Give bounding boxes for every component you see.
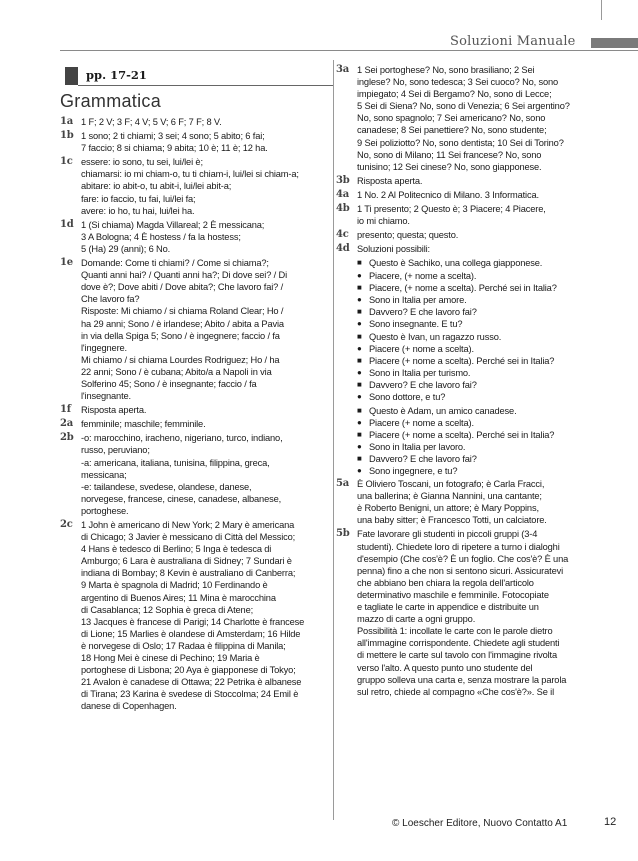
dialogue-text: Davvero? E che lavoro fai? — [369, 453, 477, 464]
right-column — [336, 64, 606, 700]
header-bar-decoration — [591, 38, 638, 48]
dialogue-line — [357, 331, 606, 343]
answer-line: femminile; maschile; femminile. — [81, 419, 206, 430]
answer-line: 21 Avalon è canadese di Ottawa; 22 Petrika è albanese — [81, 677, 302, 688]
answer-line: norvegese, francese, cinese, canadese, albanese, — [81, 493, 282, 504]
answer-line: l'insegnante. — [81, 391, 131, 402]
dialogue-text: Piacere, (+ nome a scelta). Perché sei in Italia? — [369, 282, 557, 293]
dialogue-line — [357, 367, 606, 379]
answer-line: russo, peruviano; — [81, 445, 150, 456]
square-bullet-icon: ■ — [357, 453, 362, 463]
answer-entry-3b — [336, 175, 606, 187]
answer-line: di Chicago; 3 Javier è messicano di Città del Messico; — [81, 532, 296, 543]
left-column — [60, 116, 328, 715]
answer-line: 13 Jacques è francese di Parigi; 14 Charlotte è francese — [81, 616, 305, 627]
dialogue-text: Sono dottore, e tu? — [369, 392, 446, 403]
header-rule — [60, 50, 638, 51]
footer-copyright: © Loescher Editore, Nuovo Contatto A1 — [392, 818, 568, 829]
dialogue-line — [357, 441, 606, 453]
answer-line: portoghese di Lisbona; 20 Aya è giapponese di Tokyo; — [81, 665, 296, 676]
exercise-label: 2b — [60, 432, 74, 444]
dialogue-text: Questo è Adam, un amico canadese. — [369, 405, 517, 416]
answer-line: e tagliate le carte in appendice e distribuite un — [357, 602, 539, 613]
answer-line: mazzo di carte a ogni gruppo. — [357, 614, 476, 625]
answer-line: impiegato; 4 Sei di Bergamo? No, sono di Lecce; — [357, 89, 552, 100]
dialogue-line — [357, 429, 606, 441]
exercise-label: 2a — [60, 418, 74, 430]
dialogue-line — [357, 306, 606, 318]
square-bullet-icon: ■ — [357, 356, 362, 366]
answer-line: una baby sitter; è Francesco Totti, un calciatore. — [357, 515, 547, 526]
square-bullet-icon: ■ — [357, 429, 362, 439]
dialogue-text: Davvero? E che lavoro fai? — [369, 306, 477, 317]
answer-line: Risposta aperta. — [357, 175, 423, 186]
column-divider — [333, 60, 334, 820]
answer-entry-1c — [60, 156, 328, 216]
answer-line: d'esempio (Che cos'è? È un foglio. Che cos'è? È una — [357, 553, 569, 564]
dialogue-line — [357, 453, 606, 465]
answer-entry-1f — [60, 404, 328, 416]
exercise-label: 1d — [60, 218, 74, 230]
answer-line: all'immagine corrispondente. Chiedete agli studenti — [357, 638, 560, 649]
square-bullet-icon: ■ — [357, 306, 362, 316]
answer-line: Fate lavorare gli studenti in piccoli gruppi (3-4 — [357, 529, 538, 540]
answer-line: portoghese. — [81, 505, 129, 516]
answer-entry-4d — [336, 243, 606, 255]
answer-line: 7 faccio; 8 si chiama; 9 abita; 10 è; 11 è; 12 ha. — [81, 143, 268, 154]
answer-line: gruppo solleva una carta e, senza mostrare la parola — [357, 674, 567, 685]
answer-line: No, sono di Milano; 11 Sei francese? No, sono — [357, 149, 542, 160]
square-bullet-icon: ■ — [357, 331, 362, 341]
answer-line: -o: marocchino, iracheno, nigeriano, turco, indiano, — [81, 433, 283, 444]
round-bullet-icon: ● — [357, 392, 362, 402]
answer-line: ha 29 anni; Sono / è irlandese; Abito / abita a Pavia — [81, 318, 284, 329]
section-title: Grammatica — [60, 91, 162, 111]
exercise-label: 2c — [60, 519, 73, 530]
dialogue-line — [357, 294, 606, 306]
dialogue-text: Questo è Ivan, un ragazzo russo. — [369, 331, 502, 342]
dialogue-text: Davvero? E che lavoro fai? — [369, 380, 477, 391]
round-bullet-icon: ● — [357, 270, 362, 280]
dialogue-text: Sono ingegnere, e tu? — [369, 466, 458, 476]
dialogue-text: Piacere (+ nome a scelta). Perché sei in Italia? — [369, 356, 555, 367]
answer-line: canadese; 8 Sei panettiere? No, sono studente; — [357, 125, 547, 136]
dialogue-block — [336, 331, 606, 404]
answer-entry-1d — [60, 219, 328, 255]
answer-line: Quanti anni hai? / Quanti anni ha?; Di dove sei? / Di — [81, 270, 288, 281]
dialogue-line — [357, 417, 606, 429]
exercise-label: 1f — [60, 404, 71, 416]
round-bullet-icon: ● — [357, 344, 362, 354]
exercise-label: 3a — [336, 64, 350, 75]
answer-line: Domande: Come ti chiami? / Come si chiama?; — [81, 258, 269, 269]
answer-entry-3a — [336, 64, 606, 173]
section-marker — [65, 67, 78, 85]
answer-line: Risposte: Mi chiamo / si chiama Roland Clear; Ho / — [81, 306, 284, 317]
dialogue-line — [357, 270, 606, 282]
answer-line: 9 Marta è spagnola di Madrid; 10 Ferdinando è — [81, 580, 268, 591]
dialogue-text: Piacere (+ nome a scelta). — [369, 344, 474, 355]
answer-line: è Roberto Benigni, un attore; è Mary Poppins, — [357, 503, 539, 514]
answer-line: 1 Sei portoghese? No, sono brasiliano; 2 Sei — [357, 65, 535, 75]
dialogue-line — [357, 391, 606, 403]
answer-line: verso l'alto. A questo punto uno studente del — [357, 662, 533, 673]
square-bullet-icon: ■ — [357, 258, 362, 268]
exercise-label: 1e — [60, 257, 74, 269]
answer-entry-5a — [336, 478, 606, 526]
exercise-label: 4c — [336, 229, 349, 241]
answer-line: essere: io sono, tu sei, lui/lei è; — [81, 157, 203, 168]
answer-line: Solferino 45; Sono / è insegnante; faccio / fa — [81, 378, 257, 389]
dialogue-text: Piacere (+ nome a scelta). Perché sei in Italia? — [369, 429, 555, 440]
page-edge-rule — [601, 0, 602, 20]
dialogue-text: Sono insegnante. E tu? — [369, 318, 463, 329]
answer-line: tunisino; 12 Sei cinese? No, sono giapponese. — [357, 161, 542, 172]
page-number: 12 — [604, 816, 617, 828]
answer-line: sul retro, chiede al compagno «Che cos'è?». Se il — [357, 686, 555, 697]
answer-line: una ballerina; è Gianna Nannini, una cantante; — [357, 491, 542, 502]
answer-line: 1 F; 2 V; 3 F; 4 V; 5 V; 6 F; 7 F; 8 V. — [81, 117, 222, 127]
dialogue-line — [357, 282, 606, 294]
dialogue-line — [357, 318, 606, 330]
answer-entry-2c — [60, 519, 328, 713]
dialogue-text: Piacere, (+ nome a scelta). — [369, 270, 477, 281]
answer-line: chiamarsi: io mi chiam-o, tu ti chiam-i, lui/lei si chiam-a; — [81, 169, 299, 180]
answer-line: 1 No. 2 Al Politecnico di Milano. 3 Informatica. — [357, 189, 539, 200]
answer-line: No, sono spagnolo; 7 Sei americano? No, sono — [357, 113, 546, 124]
answer-line: -e: tailandese, svedese, olandese, danese, — [81, 481, 252, 492]
answer-line: l'ingegnere. — [81, 342, 127, 353]
answer-line: dove è?; Dove abiti / Dove abita?; Che lavoro fai? / — [81, 282, 284, 293]
dialogue-line — [357, 343, 606, 355]
answer-entry-1a — [60, 116, 328, 128]
answer-line: argentino di Buenos Aires; 11 Mina è marocchina — [81, 592, 276, 603]
dialogue-block — [336, 405, 606, 478]
answer-line: 1 John è americano di New York; 2 Mary è americana — [81, 520, 295, 530]
answer-line: in via della Spiga 5; Sono / è ingegnere; faccio / fa — [81, 330, 280, 341]
answer-line: Soluzioni possibili: — [357, 244, 430, 255]
dialogue-text: Sono in Italia per lavoro. — [369, 441, 466, 452]
round-bullet-icon: ● — [357, 368, 362, 378]
answer-line: messicana; — [81, 469, 127, 480]
answer-line: inglese? No, sono tedesca; 3 Sei cuoco? No, sono — [357, 77, 559, 88]
answer-line: è norvegese di Oslo; 17 Radaa è filippina di Manila; — [81, 640, 286, 651]
answer-line: indiana di Bombay; 8 Kevin è australiano di Canberra; — [81, 568, 296, 579]
answer-line: È Oliviero Toscani, un fotografo; è Carla Fracci, — [357, 479, 545, 490]
exercise-label: 1a — [60, 116, 74, 127]
running-header: Soluzioni Manuale — [450, 34, 576, 49]
exercise-label: 5a — [336, 478, 350, 490]
answer-line: avere: io ho, tu hai, lui/lei ha. — [81, 205, 195, 216]
round-bullet-icon: ● — [357, 417, 362, 427]
exercise-label: 4b — [336, 203, 350, 215]
answer-line: -a: americana, italiana, tunisina, filippina, greca, — [81, 457, 270, 468]
answer-entry-4c — [336, 229, 606, 241]
exercise-label: 4d — [336, 243, 350, 255]
round-bullet-icon: ● — [357, 318, 362, 328]
answer-line: fare: io faccio, tu fai, lui/lei fa; — [81, 193, 196, 204]
dialogue-line — [357, 465, 606, 477]
answer-line: 1 sono; 2 ti chiami; 3 sei; 4 sono; 5 abito; 6 fai; — [81, 131, 265, 142]
answer-line: penna) fino a che non si sentono sicuri. Assicuratevi — [357, 565, 564, 576]
answer-line: presento; questa; questo. — [357, 230, 459, 241]
answer-line: studenti). Chiedete loro di ripetere a turno i dialoghi — [357, 541, 560, 552]
square-bullet-icon: ■ — [357, 282, 362, 292]
answer-line: Possibilità 1: incollate le carte con le parole dietro — [357, 626, 553, 637]
answer-line: Che lavoro fa? — [81, 294, 140, 305]
answer-entry-1e — [60, 257, 328, 402]
page-range-text: pp. 17-21 — [86, 68, 147, 82]
dialogue-text: Questo è Sachiko, una collega giapponese. — [369, 258, 543, 269]
answer-line: 4 Hans è tedesco di Berlino; 5 Inga è tedesca di — [81, 544, 272, 555]
answer-line: io mi chiamo. — [357, 216, 410, 227]
dialogue-text: Piacere (+ nome a scelta). — [369, 417, 474, 428]
answer-line: 3 A Bologna; 4 È hostess / fa la hostess; — [81, 231, 241, 242]
exercise-label: 5b — [336, 528, 350, 540]
answer-line: abitare: io abit-o, tu abit-i, lui/lei abit-a; — [81, 181, 232, 192]
answer-line: di Tirana; 23 Karina è svedese di Stoccolma; 24 Emil è — [81, 689, 299, 700]
answer-line: 22 anni; Sono / è cubana; Abito/a a Napoli in via — [81, 366, 272, 377]
round-bullet-icon: ● — [357, 441, 362, 451]
answer-line: 1 Ti presento; 2 Questo è; 3 Piacere; 4 Piacere, — [357, 204, 546, 215]
exercise-label: 1b — [60, 130, 74, 142]
square-bullet-icon: ■ — [357, 380, 362, 390]
answer-line: di mettere le carte sul tavolo con l'immagine rivolta — [357, 650, 557, 661]
answer-entry-1b — [60, 130, 328, 154]
dialogue-line — [357, 257, 606, 269]
exercise-label: 4a — [336, 188, 350, 200]
dialogue-line — [357, 379, 606, 391]
answer-line: 5 Sei di Siena? No, sono di Venezia; 6 Sei argentino? — [357, 101, 570, 112]
dialogue-line — [357, 405, 606, 417]
answer-line: 18 Hong Mei è cinese di Pechino; 19 Maria è — [81, 653, 260, 664]
answer-line: 5 (Ha) 29 (anni); 6 No. — [81, 243, 171, 254]
answer-line: 1 (Si chiama) Magda Villareal; 2 È messicana; — [81, 219, 265, 230]
round-bullet-icon: ● — [357, 294, 362, 304]
answer-line: danese di Copenhagen. — [81, 701, 177, 712]
answer-entry-5b — [336, 528, 606, 697]
answer-line: 9 Sei poliziotto? No, sono dentista; 10 Sei di Torino? — [357, 137, 564, 148]
exercise-label: 1c — [60, 156, 73, 168]
dialogue-block — [336, 257, 606, 330]
answer-line: determinativo maschile e femminile. Fotocopiate — [357, 589, 549, 600]
exercise-label: 3b — [336, 174, 350, 186]
answer-entry-4b — [336, 203, 606, 227]
square-bullet-icon: ■ — [357, 405, 362, 415]
answer-line: che abbiano ben chiara la regola dell'articolo — [357, 577, 534, 588]
dialogue-text: Sono in Italia per turismo. — [369, 368, 471, 379]
page-range-rule — [78, 85, 333, 86]
answer-line: di Lione; 15 Marlies è olandese di Amsterdam; 16 Hilde — [81, 628, 301, 639]
answer-line: Amburgo; 6 Lara è australiana di Sidney; 7 Sundari è — [81, 556, 292, 567]
dialogue-text: Sono in Italia per amore. — [369, 294, 467, 305]
answer-line: di Casablanca; 12 Sophia è greca di Atene; — [81, 604, 254, 615]
round-bullet-icon: ● — [357, 466, 362, 475]
answer-entry-2b — [60, 432, 328, 517]
dialogue-line — [357, 355, 606, 367]
answer-entry-2a — [60, 418, 328, 430]
answer-entry-4a — [336, 189, 606, 201]
answer-line: Mi chiamo / si chiama Lourdes Rodriguez; Ho / ha — [81, 354, 280, 365]
answer-line: Risposta aperta. — [81, 405, 147, 416]
